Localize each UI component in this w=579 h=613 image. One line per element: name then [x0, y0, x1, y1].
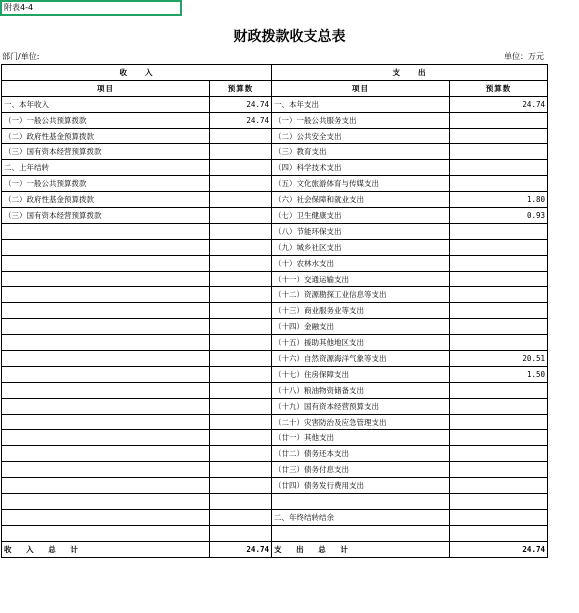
expense-budget-cell — [450, 176, 548, 192]
expense-item-cell: （十六）自然资源海洋气象等支出 — [272, 351, 450, 367]
expense-budget-cell — [450, 303, 548, 319]
income-budget-cell — [210, 525, 272, 541]
income-budget-cell: 24.74 — [210, 96, 272, 112]
income-item-cell — [2, 430, 210, 446]
income-item-header: 项目 — [2, 80, 210, 96]
income-budget-cell — [210, 398, 272, 414]
expense-item-cell: （十五）援助其他地区支出 — [272, 335, 450, 351]
income-budget-cell — [210, 223, 272, 239]
income-item-cell — [2, 319, 210, 335]
income-item-cell — [2, 478, 210, 494]
income-budget-cell — [210, 382, 272, 398]
income-item-cell — [2, 382, 210, 398]
expense-budget-cell — [450, 509, 548, 525]
expense-item-cell: （十）农林水支出 — [272, 255, 450, 271]
expense-budget-cell: 20.51 — [450, 351, 548, 367]
expense-item-cell: （十二）资源勘探工业信息等支出 — [272, 287, 450, 303]
expense-item-cell: （二十）灾害防治及应急管理支出 — [272, 414, 450, 430]
income-item-cell — [2, 414, 210, 430]
expense-budget-cell — [450, 128, 548, 144]
income-item-cell: 一、本年收入 — [2, 96, 210, 112]
income-budget-cell — [210, 160, 272, 176]
table-row — [2, 525, 548, 541]
income-item-cell — [2, 509, 210, 525]
expense-item-cell: （廿三）债务付息支出 — [272, 462, 450, 478]
table-row — [2, 239, 548, 255]
table-row — [2, 208, 548, 224]
table-row — [2, 128, 548, 144]
income-budget-cell — [210, 287, 272, 303]
income-item-cell — [2, 303, 210, 319]
table-row — [2, 494, 548, 510]
expense-item-cell: （廿二）债务还本支出 — [272, 446, 450, 462]
expense-budget-cell — [450, 382, 548, 398]
table-row — [2, 271, 548, 287]
income-item-cell — [2, 494, 210, 510]
expense-budget-cell — [450, 319, 548, 335]
table-row — [2, 335, 548, 351]
expense-item-cell — [272, 494, 450, 510]
expense-budget-cell — [450, 462, 548, 478]
expense-item-cell: （七）卫生健康支出 — [272, 208, 450, 224]
income-budget-cell — [210, 144, 272, 160]
income-budget-cell — [210, 271, 272, 287]
expense-budget-cell — [450, 160, 548, 176]
income-total-value: 24.74 — [210, 541, 272, 557]
income-budget-cell — [210, 303, 272, 319]
expense-item-cell: （八）节能环保支出 — [272, 223, 450, 239]
expense-item-cell: （廿一）其他支出 — [272, 430, 450, 446]
expense-budget-header: 预算数 — [450, 80, 548, 96]
income-item-cell: （二）政府性基金预算拨款 — [2, 192, 210, 208]
table-row — [2, 144, 548, 160]
total-row — [2, 541, 548, 557]
expense-item-cell: 一、本年支出 — [272, 96, 450, 112]
income-item-cell — [2, 462, 210, 478]
income-item-cell — [2, 335, 210, 351]
income-item-cell — [2, 366, 210, 382]
expense-budget-cell — [450, 112, 548, 128]
income-budget-header: 预算数 — [210, 80, 272, 96]
income-budget-cell: 24.74 — [210, 112, 272, 128]
table-row — [2, 255, 548, 271]
income-budget-cell — [210, 239, 272, 255]
income-item-cell: （二）政府性基金预算拨款 — [2, 128, 210, 144]
table-row — [2, 398, 548, 414]
table-row — [2, 176, 548, 192]
expense-budget-cell — [450, 271, 548, 287]
income-item-cell — [2, 287, 210, 303]
income-item-cell: 二、上年结转 — [2, 160, 210, 176]
unit-label: 单位：万元 — [504, 52, 544, 61]
expense-budget-cell — [450, 223, 548, 239]
income-section-header: 收 入 — [2, 65, 272, 81]
column-header-row — [2, 80, 548, 96]
table-row — [2, 192, 548, 208]
income-item-cell: （三）国有资本经营预算拨款 — [2, 144, 210, 160]
income-budget-cell — [210, 430, 272, 446]
income-budget-cell — [210, 335, 272, 351]
table-row — [2, 414, 548, 430]
expense-item-cell: （四）科学技术支出 — [272, 160, 450, 176]
income-item-cell: （一）一般公共预算拨款 — [2, 112, 210, 128]
table-row — [2, 319, 548, 335]
expense-budget-cell — [450, 398, 548, 414]
income-budget-cell — [210, 176, 272, 192]
income-item-cell — [2, 351, 210, 367]
income-item-cell — [2, 398, 210, 414]
expense-budget-cell — [450, 239, 548, 255]
income-budget-cell — [210, 319, 272, 335]
table-row — [2, 223, 548, 239]
table-row — [2, 96, 548, 112]
table-row — [2, 382, 548, 398]
income-item-cell — [2, 525, 210, 541]
table-row — [2, 446, 548, 462]
expense-budget-cell — [450, 494, 548, 510]
expense-item-cell: （一）一般公共服务支出 — [272, 112, 450, 128]
expense-item-cell: （九）城乡社区支出 — [272, 239, 450, 255]
income-item-cell — [2, 271, 210, 287]
selected-cell-reference[interactable]: 附表4-4 — [0, 0, 182, 16]
table-row — [2, 462, 548, 478]
expense-item-cell: （十九）国有资本经营预算支出 — [272, 398, 450, 414]
income-budget-cell — [210, 414, 272, 430]
expense-item-cell: （十四）金融支出 — [272, 319, 450, 335]
table-row — [2, 509, 548, 525]
income-budget-cell — [210, 494, 272, 510]
income-budget-cell — [210, 366, 272, 382]
expense-item-cell: （十七）住房保障支出 — [272, 366, 450, 382]
expense-item-cell: （十八）粮油物资储备支出 — [272, 382, 450, 398]
income-budget-cell — [210, 351, 272, 367]
expense-item-cell: （十一）交通运输支出 — [272, 271, 450, 287]
income-budget-cell — [210, 509, 272, 525]
expense-budget-cell: 24.74 — [450, 96, 548, 112]
expense-section-header: 支 出 — [272, 65, 548, 81]
income-budget-cell — [210, 192, 272, 208]
income-item-cell — [2, 239, 210, 255]
expense-item-cell: （十三）商业服务业等支出 — [272, 303, 450, 319]
expense-item-cell — [272, 525, 450, 541]
income-item-cell — [2, 255, 210, 271]
expense-budget-cell: 0.93 — [450, 208, 548, 224]
income-item-cell: （一）一般公共预算拨款 — [2, 176, 210, 192]
budget-table — [1, 64, 548, 558]
income-total-label: 收 入 总 计 — [2, 541, 210, 557]
expense-budget-cell — [450, 430, 548, 446]
income-budget-cell — [210, 462, 272, 478]
expense-budget-cell — [450, 144, 548, 160]
expense-budget-cell — [450, 287, 548, 303]
table-row — [2, 160, 548, 176]
expense-budget-cell — [450, 478, 548, 494]
expense-budget-cell — [450, 446, 548, 462]
income-budget-cell — [210, 255, 272, 271]
income-budget-cell — [210, 128, 272, 144]
table-row — [2, 478, 548, 494]
expense-item-cell: （廿四）债务发行费用支出 — [272, 478, 450, 494]
table-row — [2, 366, 548, 382]
expense-total-value: 24.74 — [450, 541, 548, 557]
expense-item-cell: （三）教育支出 — [272, 144, 450, 160]
table-row — [2, 112, 548, 128]
expense-item-cell: （六）社会保障和就业支出 — [272, 192, 450, 208]
income-budget-cell — [210, 208, 272, 224]
expense-item-header: 项目 — [272, 80, 450, 96]
table-row — [2, 303, 548, 319]
income-item-cell — [2, 223, 210, 239]
expense-budget-cell — [450, 525, 548, 541]
expense-budget-cell: 1.50 — [450, 366, 548, 382]
expense-item-cell: （二）公共安全支出 — [272, 128, 450, 144]
expense-budget-cell — [450, 414, 548, 430]
income-item-cell: （三）国有资本经营预算拨款 — [2, 208, 210, 224]
table-row — [2, 351, 548, 367]
department-label: 部门/单位: — [2, 52, 40, 61]
expense-budget-cell: 1.80 — [450, 192, 548, 208]
expense-item-cell: （五）文化旅游体育与传媒支出 — [272, 176, 450, 192]
expense-budget-cell — [450, 335, 548, 351]
income-item-cell — [2, 446, 210, 462]
income-budget-cell — [210, 446, 272, 462]
income-budget-cell — [210, 478, 272, 494]
expense-budget-cell — [450, 255, 548, 271]
expense-item-cell: 二、年终结转结余 — [272, 509, 450, 525]
expense-total-label: 支 出 总 计 — [272, 541, 450, 557]
table-row — [2, 287, 548, 303]
section-header-row — [2, 65, 548, 81]
page-title: 财政拨款收支总表 — [233, 29, 346, 45]
table-row — [2, 430, 548, 446]
